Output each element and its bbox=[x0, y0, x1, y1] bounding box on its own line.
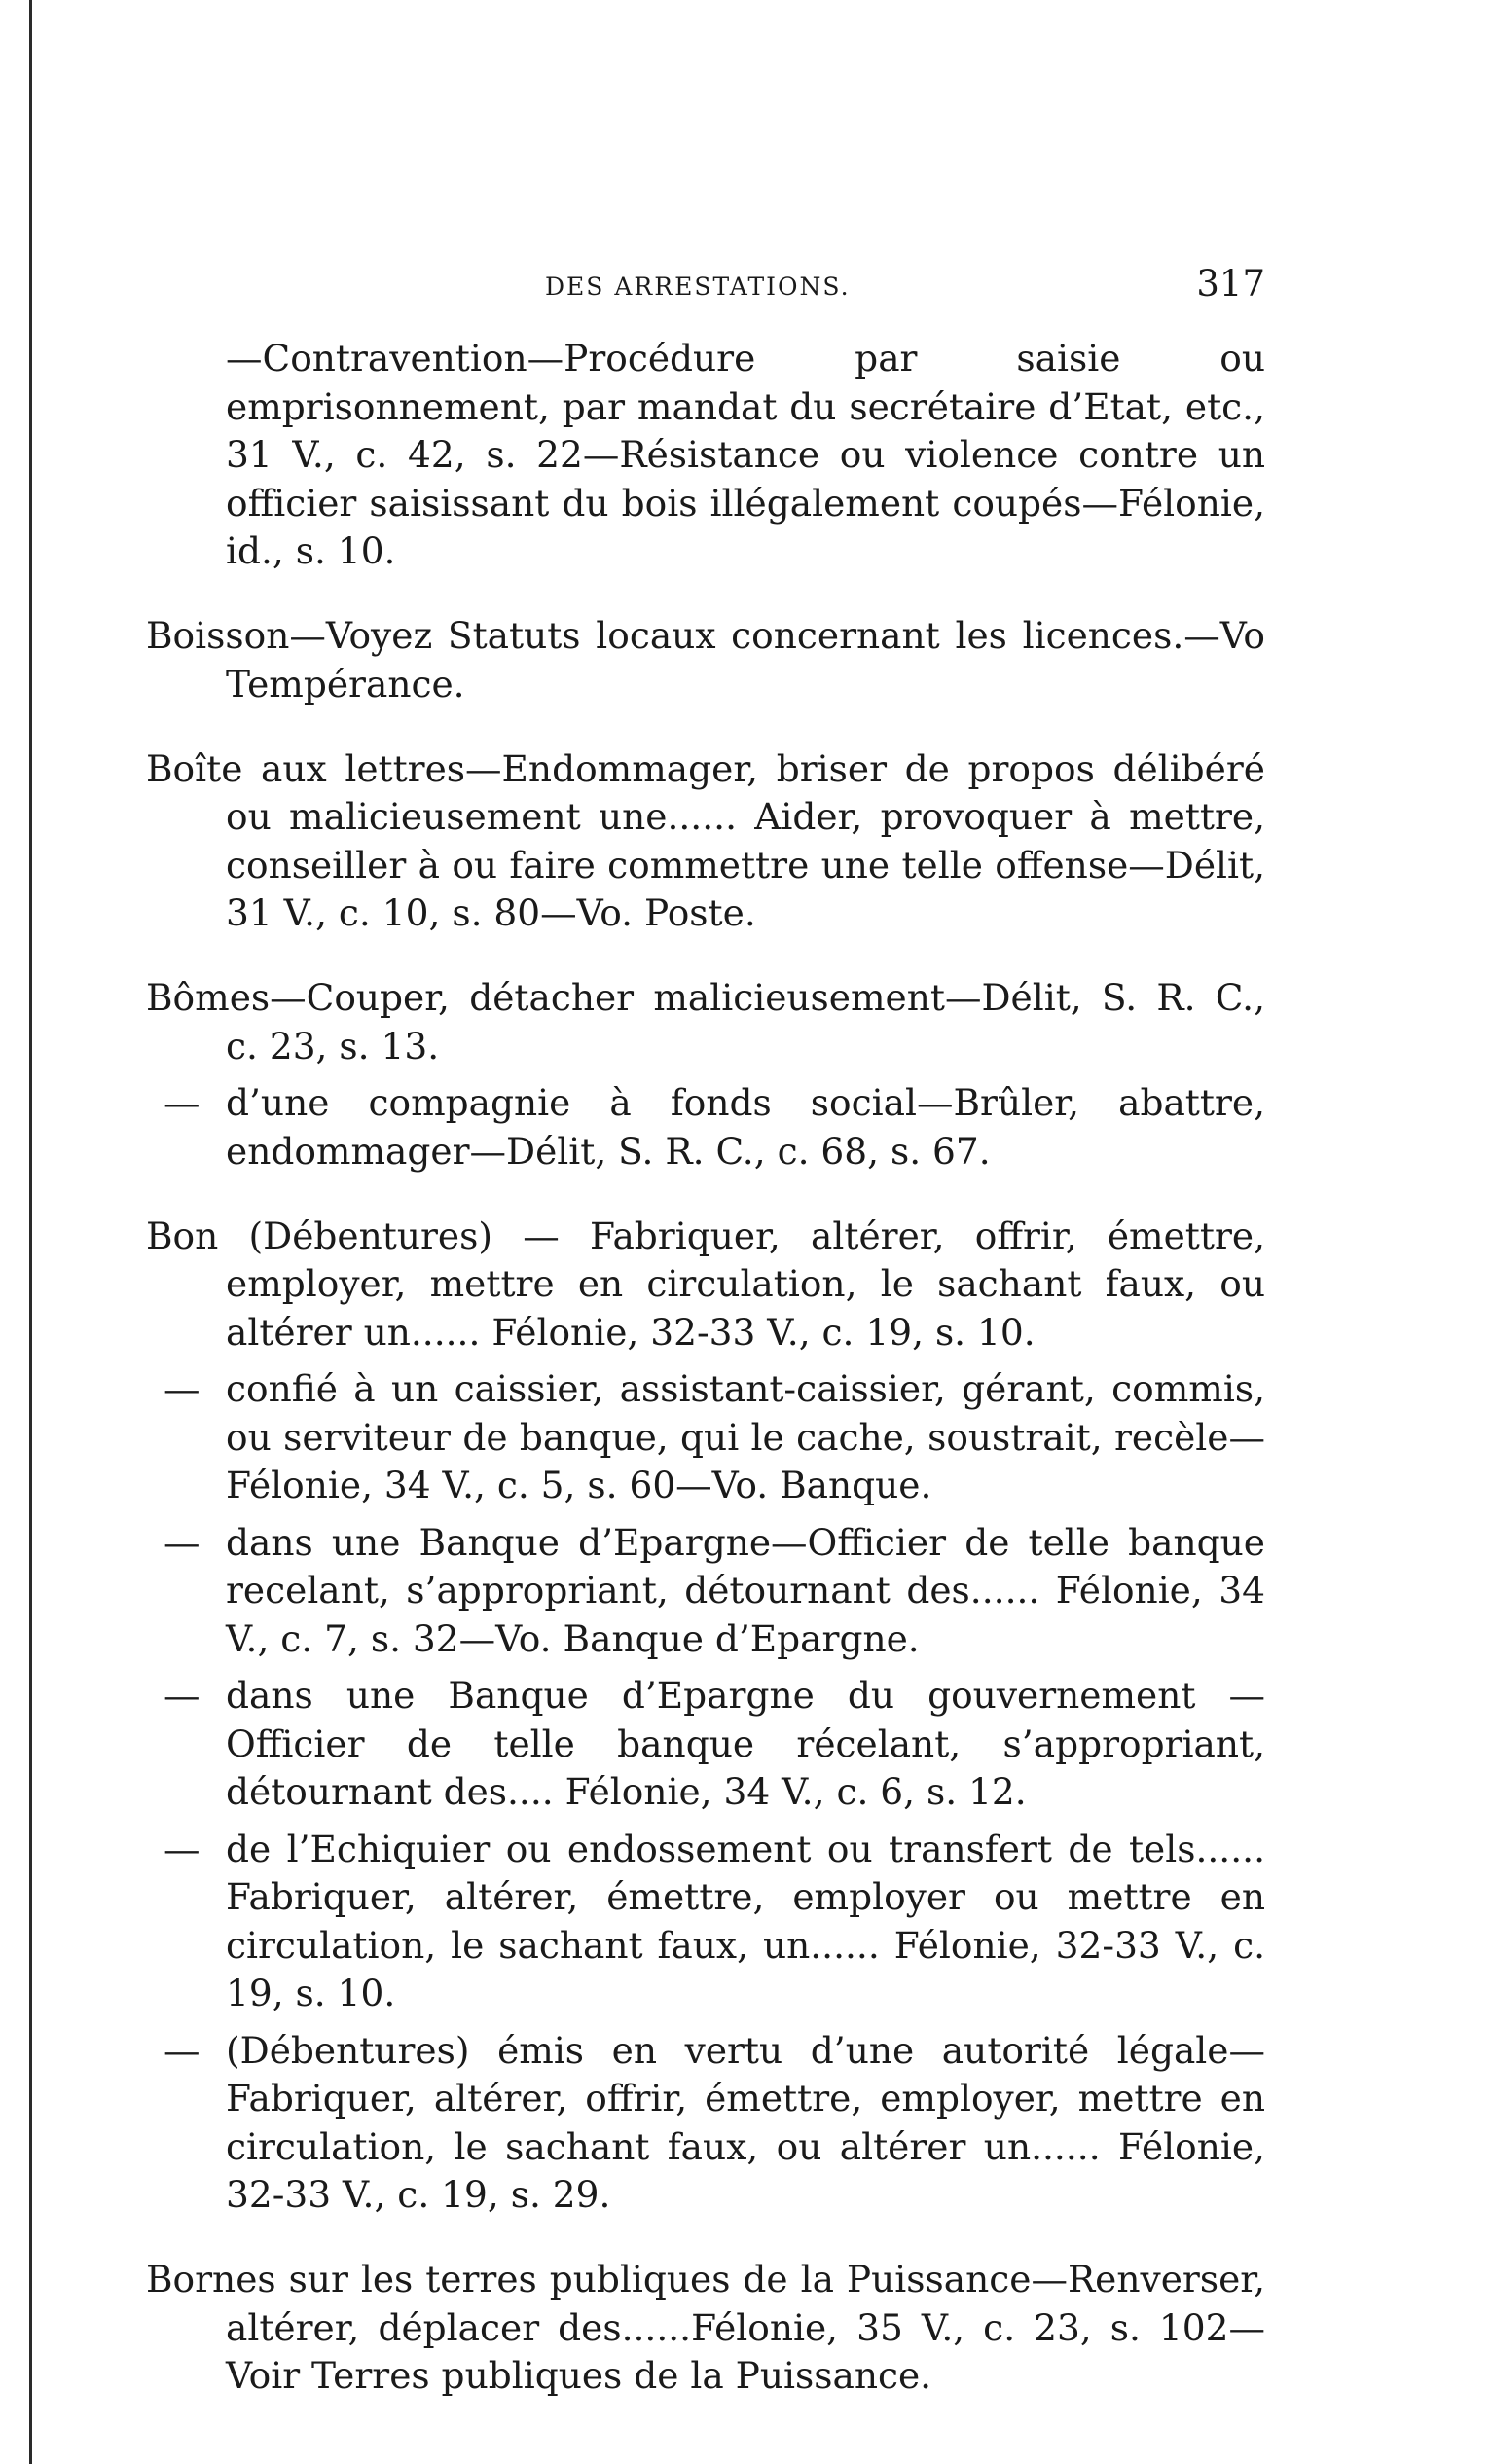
sub-entry-text: d’une compagnie à fonds social—Brûler, abattre, endommager—Délit, S. R. C., c. 68, s. 67. bbox=[226, 1081, 1265, 1173]
index-entry-boisson: Boisson—Voyez Statuts locaux concernant les licences.—Vo Tempérance. bbox=[146, 614, 1265, 706]
index-entry-continuation: —Contravention—Procédure par saisie ou emprisonnement, par mandat du secrétaire d’Etat, etc., 31 V., c. 42, s. 22—Résistance ou violence contre un officier saisissant du bois illégalement coupés—Félonie, id., s. 10. bbox=[226, 337, 1265, 572]
index-entry-boite-aux-lettres: Boîte aux lettres—Endommager, briser de propos délibéré ou malicieusement une...... Aider, provoquer à mettre, conseiller à ou faire commettre une telle offense—Délit, 31 V., c. 10, s. 80—Vo. Poste. bbox=[146, 746, 1265, 934]
sub-entry-dash: — bbox=[164, 1827, 200, 1870]
page-binding-edge bbox=[29, 0, 32, 2464]
sub-entry-text: dans une Banque d’Epargne—Officier de telle banque recelant, s’appropriant, détournant des...... Félonie, 34 V., c. 7, s. 32—Vo. Banque d’Epargne. bbox=[226, 1520, 1265, 1660]
sub-entry-dash: — bbox=[164, 1081, 200, 1124]
sub-entry-dash: — bbox=[164, 2028, 200, 2072]
sub-entry-dash: — bbox=[164, 1367, 200, 1410]
sub-entry-text: confié à un caissier, assistant-caissier, gérant, commis, ou serviteur de banque, qui le cache, soustrait, recèle—Félonie, 34 V., c. 5, s. 60—Vo. Banque. bbox=[226, 1367, 1265, 1506]
running-head bbox=[146, 263, 1265, 321]
index-entries bbox=[146, 335, 1265, 2401]
running-title: DES ARRESTATIONS. bbox=[545, 272, 851, 301]
index-sub-entry bbox=[146, 1672, 1265, 1817]
book-page bbox=[146, 263, 1265, 2410]
index-entry-bon: Bon (Débentures) — Fabriquer, altérer, offrir, émettre, employer, mettre en circulation, le sachant faux, ou altérer un...... Félonie, 32-33 V., c. 19, s. 10. bbox=[146, 1214, 1265, 1354]
sub-entry-text: (Débentures) émis en vertu d’une autorité légale—Fabriquer, altérer, offrir, émettre, employer, mettre en circulation, le sachant faux, ou altérer un...... Félonie, 32-33 V., c. 19, s. 29. bbox=[226, 2028, 1265, 2216]
index-sub-entry bbox=[146, 1826, 1265, 2018]
index-sub-entry bbox=[146, 2027, 1265, 2220]
index-sub-entry bbox=[146, 1519, 1265, 1664]
index-entry-bornes: Bornes sur les terres publiques de la Puissance—Renverser, altérer, déplacer des......Félonie, 35 V., c. 23, s. 102—Voir Terres publiques de la Puissance. bbox=[146, 2258, 1265, 2397]
index-entry-bomes: Bômes—Couper, détacher malicieusement—Délit, S. R. C., c. 23, s. 13. bbox=[146, 976, 1265, 1068]
sub-entry-dash: — bbox=[164, 1674, 200, 1717]
index-sub-entry bbox=[146, 1365, 1265, 1510]
page-number: 317 bbox=[1196, 263, 1265, 305]
sub-entry-dash: — bbox=[164, 1520, 200, 1564]
sub-entry-text: de l’Echiquier ou endossement ou transfert de tels...... Fabriquer, altérer, émettre, employer ou mettre en circulation, le sachant faux, un...... Félonie, 32-33 V., c. 19, s. 10. bbox=[226, 1827, 1265, 2014]
index-sub-entry bbox=[146, 1079, 1265, 1176]
sub-entry-text: dans une Banque d’Epargne du gouvernement — Officier de telle banque récelant, s’appropriant, détournant des.... Félonie, 34 V., c. 6, s. 12. bbox=[226, 1674, 1265, 1813]
